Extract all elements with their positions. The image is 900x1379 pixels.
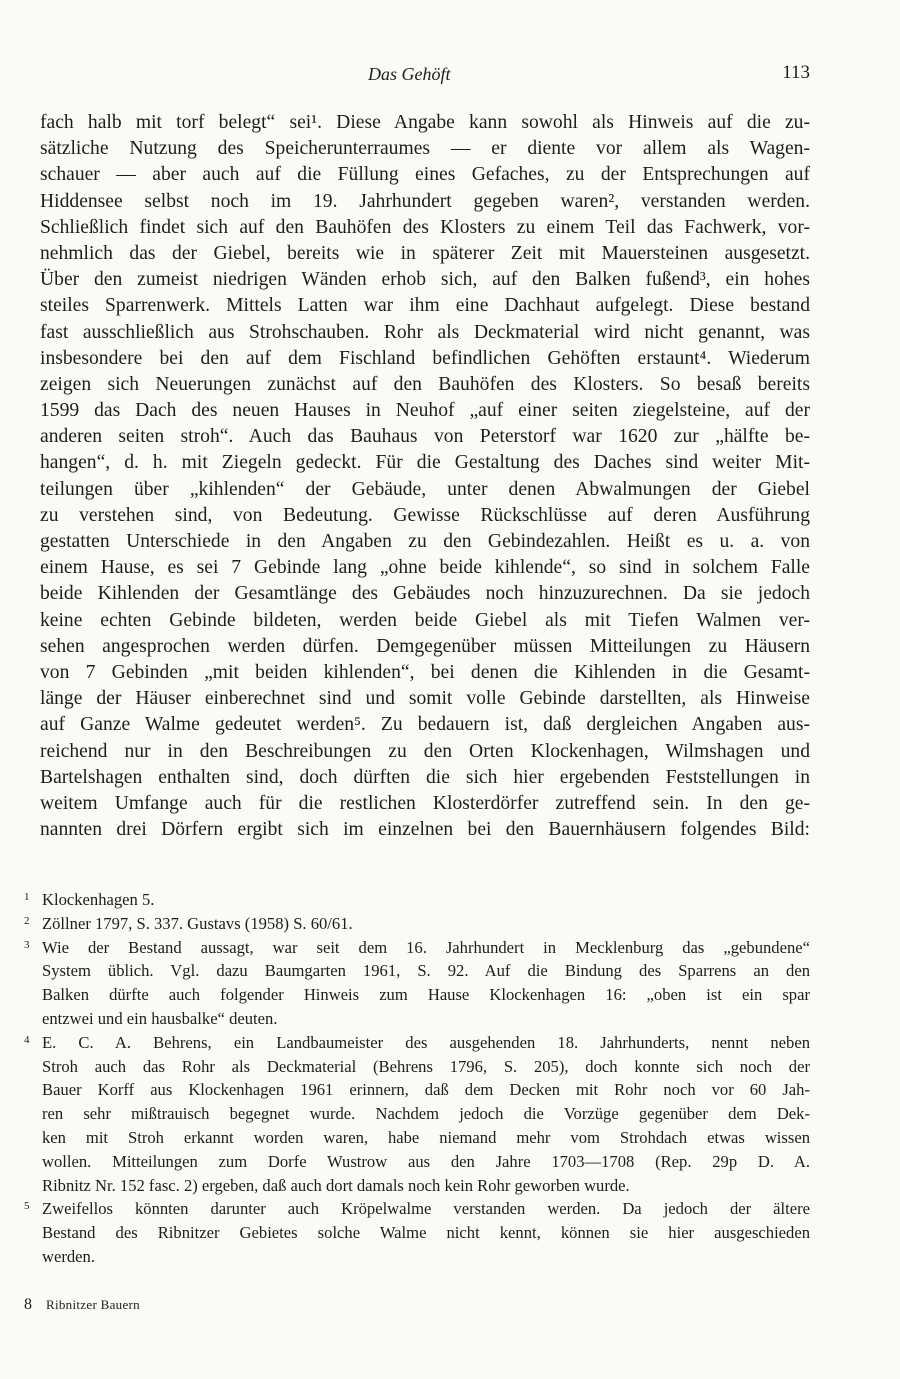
body-line: auf Ganze Walme gedeutet werden⁵. Zu bedauern ist, daß dergleichen Angaben aus-: [40, 714, 810, 736]
body-line: 1599 das Dach des neuen Hauses in Neuhof „auf einer seiten ziegelsteine, auf der: [40, 400, 810, 422]
footnote: [24, 912, 810, 936]
footnote: [24, 1197, 810, 1268]
running-title: Das Gehöft: [368, 64, 451, 84]
body-line: Über den zumeist niedrigen Wänden erhob sich, auf den Balken fußend³, ein hohes: [40, 269, 810, 291]
footnote-mark: 2: [24, 914, 30, 927]
footnote-line: Ribnitz Nr. 152 fasc. 2) ergeben, daß auch dort damals noch kein Rohr geworben wurde.: [42, 1175, 630, 1195]
body-line: steiles Sparrenwerk. Mittels Latten war ihm eine Dachhaut aufgelegt. Diese bestand: [40, 295, 810, 317]
footnote-mark: 4: [24, 1033, 30, 1046]
body-line: gestatten Unterschiede in den Angaben zu den Gebindezahlen. Heißt es u. a. von: [40, 531, 810, 552]
footnotes: [24, 888, 810, 1269]
footnote-mark: 1: [24, 891, 30, 903]
footnote-line: Balken dürfte auch folgender Hinweis zum Hause Klockenhagen 16: „oben ist ein spar: [42, 985, 810, 1005]
body-line: keine echten Gebinde bildeten, werden beide Giebel als mit Tiefen Walmen ver-: [40, 609, 810, 631]
footnote-line: Wie der Bestand aussagt, war seit dem 16. Jahrhundert in Mecklenburg das „gebundene“: [42, 937, 810, 957]
body-line: hangen“, d. h. mit Ziegeln gedeckt. Für die Gestaltung des Daches sind weiter Mit-: [40, 452, 810, 474]
footnote-line: E. C. A. Behrens, ein Landbaumeister des ausgehenden 18. Jahrhunderts, nennt neben: [42, 1032, 810, 1052]
body-line: reichend nur in den Beschreibungen zu den Orten Klockenhagen, Wilmshagen und: [40, 740, 810, 762]
body-line: von 7 Gebinden „mit beiden kihlenden“, bei denen die Kihlenden in die Gesamt-: [40, 661, 810, 683]
footnote-line: Stroh auch das Rohr als Deckmaterial (Behrens 1796, S. 205), doch konnte sich noch der: [42, 1056, 810, 1076]
body-line: fach halb mit torf belegt“ sei¹. Diese Angabe kann sowohl als Hinweis auf die zu-: [40, 112, 810, 133]
body-line: insbesondere bei den auf dem Fischland befindlichen Gehöften erstaunt⁴. Wiederum: [40, 347, 810, 369]
footnote-line: Zweifellos könnten darunter auch Kröpelwalme verstanden werden. Da jedoch der ältere: [42, 1199, 810, 1219]
footnote-line: wollen. Mitteilungen zum Dorfe Wustrow aus den Jahre 1703—1708 (Rep. 29p D. A.: [42, 1151, 810, 1171]
body-line: sätzliche Nutzung des Speicherunterraumes — er diente vor allem als Wagen-: [40, 138, 810, 160]
body-line: Bartelshagen enthalten sind, doch dürften die sich hier ergebenden Feststellungen in: [40, 766, 810, 788]
body-line: nannten drei Dörfern ergibt sich im einzelnen bei den Bauernhäusern folgendes Bild:: [40, 819, 810, 841]
body-line: weitem Umfange auch für die restlichen Klosterdörfer zutreffend sein. In den ge-: [40, 792, 810, 814]
body-line: beide Kihlenden der Gesamtlänge des Gebäudes noch hinzuzurechnen. Da sie jedoch: [40, 583, 810, 605]
footnote-line: ken mit Stroh erkannt worden waren, habe niemand mehr vom Strohdach etwas wissen: [42, 1127, 810, 1147]
body-line: einem Hause, es sei 7 Gebinde lang „ohne beide kihlende“, so sind in solchem Falle: [40, 557, 810, 579]
footnote: [24, 1031, 810, 1198]
footnote-mark: 5: [24, 1200, 30, 1213]
body-line: zu verstehen sind, von Bedeutung. Gewisse Rückschlüsse auf deren Ausführung: [40, 504, 810, 526]
body-line: nehmlich das der Giebel, bereits wie in späterer Zeit mit Mauersteinen ausgesetzt.: [40, 242, 810, 264]
signature-text: Ribnitzer Bauern: [46, 1297, 140, 1312]
footnote-mark: 3: [24, 938, 30, 951]
body-line: fast ausschließlich aus Strohschauben. Rohr als Deckmaterial wird nicht genannt, was: [40, 321, 810, 343]
printer-signature: [24, 1296, 140, 1314]
body-line: sehen angesprochen werden dürfen. Demgegenüber müssen Mitteilungen zu Häusern: [40, 635, 810, 657]
footnote-line: ren sehr mißtrauisch begegnet wurde. Nachdem jedoch die Vorzüge gegenüber dem Dek-: [42, 1104, 810, 1124]
footnote: [24, 888, 810, 912]
footnote-line: werden.: [42, 1246, 95, 1266]
footnote-line: System üblich. Vgl. dazu Baumgarten 1961, S. 92. Auf die Bindung des Sparrens an den: [42, 961, 810, 981]
body-line: schauer — aber auch auf die Füllung eines Gefaches, zu der Entsprechungen auf: [40, 164, 810, 186]
body-text: [40, 110, 810, 843]
body-line: Hiddensee selbst noch im 19. Jahrhundert gegeben waren², verstanden werden.: [40, 190, 810, 212]
body-line: teilungen über „kihlenden“ der Gebäude, unter denen Abwalmungen der Giebel: [40, 478, 810, 500]
footnote-line: Bauer Korff aus Klockenhagen 1961 erinnern, daß dem Decken mit Rohr noch vor 60 Jah-: [42, 1080, 810, 1100]
body-line: Schließlich findet sich auf den Bauhöfen des Klosters zu einem Teil das Fachwerk, vor-: [40, 216, 810, 238]
body-line: länge der Häuser einberechnet sind und somit volle Gebinde darstellten, als Hinweise: [40, 688, 810, 710]
footnote-line: Klockenhagen 5.: [42, 890, 155, 909]
body-line: anderen seiten stroh“. Auch das Bauhaus von Peterstorf war 1620 zur „hälfte be-: [40, 426, 810, 448]
page-header: [40, 62, 810, 88]
footnote-line: Bestand des Ribnitzer Gebietes solche Walme nicht kennt, können sie hier ausgeschieden: [42, 1223, 810, 1243]
signature-number: 8: [24, 1296, 32, 1313]
body-line: zeigen sich Neuerungen zunächst auf den Bauhöfen des Klosters. So besaß bereits: [40, 373, 810, 395]
page-number: 113: [782, 62, 810, 83]
footnote: [24, 936, 810, 1031]
footnote-line: Zöllner 1797, S. 337. Gustavs (1958) S. 60/61.: [42, 913, 353, 933]
footnote-line: entzwei und ein hausbalke“ deuten.: [42, 1008, 278, 1028]
